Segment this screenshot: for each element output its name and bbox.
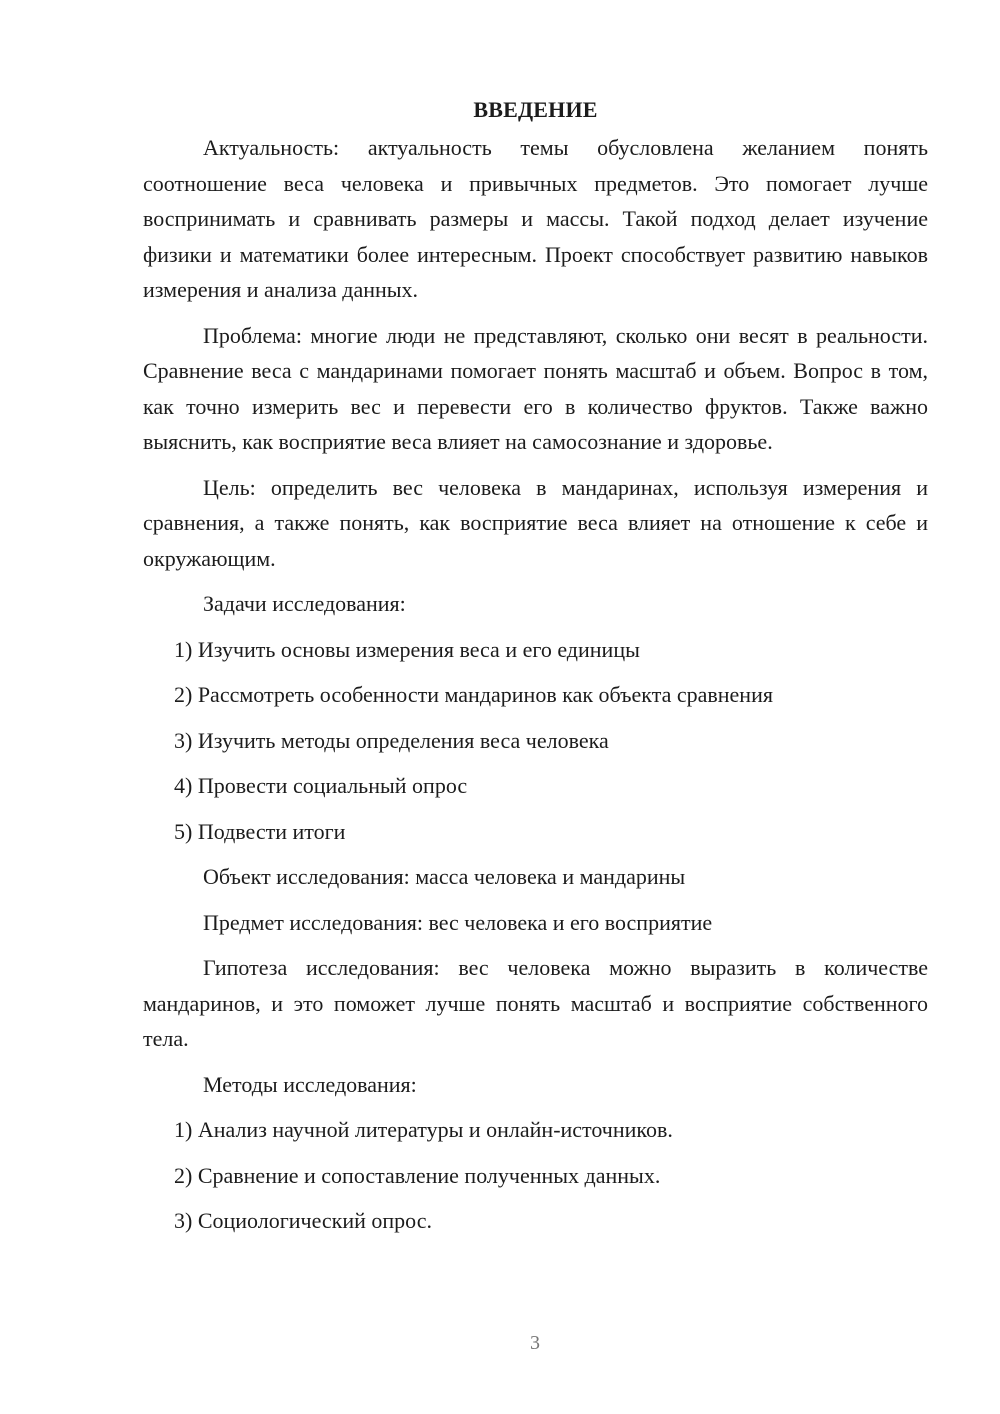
method-item: 3) Социологический опрос. <box>174 1208 432 1233</box>
goal-paragraph: Цель: определить вес человека в мандаринах, используя измерения и сравнения, а также понять, как восприятие веса влияет на отношение к себе и окружающим. <box>143 474 928 571</box>
document-page <box>143 92 928 1249</box>
task-item: 5) Подвести итоги <box>174 818 346 844</box>
methods-heading: Методы исследования: <box>203 1071 417 1097</box>
research-object: Объект исследования: масса человека и мандарины <box>203 864 686 889</box>
task-item: 4) Провести социальный опрос <box>174 773 468 798</box>
task-item: 2) Рассмотреть особенности мандаринов как объекта сравнения <box>174 682 773 707</box>
task-item: 3) Изучить методы определения веса человека <box>174 727 609 753</box>
relevance-paragraph: Актуальность: актуальность темы обусловлена желанием понять соотношение веса человека и привычных предметов. Это помогает лучше воспринимать и сравнивать размеры и массы. Такой подход делает изучение физики и математики более интересным. Проект способствует развитию навыков измерения и анализа данных. <box>143 135 928 302</box>
problem-paragraph: Проблема: многие люди не представляют, сколько они весят в реальности. Сравнение веса с мандаринами помогает понять масштаб и объем. Вопрос в том, как точно измерить вес и перевести его в количество фруктов. Также важно выяснить, как восприятие веса влияет на самосознание и здоровье. <box>143 322 928 454</box>
hypothesis-paragraph: Гипотеза исследования: вес человека можно выразить в количестве мандаринов, и это поможет лучше понять масштаб и восприятие собственного тела. <box>143 955 928 1051</box>
research-subject: Предмет исследования: вес человека и его восприятие <box>203 909 713 935</box>
method-item: 2) Сравнение и сопоставление полученных данных. <box>174 1162 661 1188</box>
page-number: 3 <box>530 1332 540 1354</box>
method-item: 1) Анализ научной литературы и онлайн-источников. <box>174 1117 673 1142</box>
page-title: ВВЕДЕНИЕ <box>473 97 598 122</box>
tasks-heading: Задачи исследования: <box>203 591 406 616</box>
task-item: 1) Изучить основы измерения веса и его единицы <box>174 636 640 662</box>
